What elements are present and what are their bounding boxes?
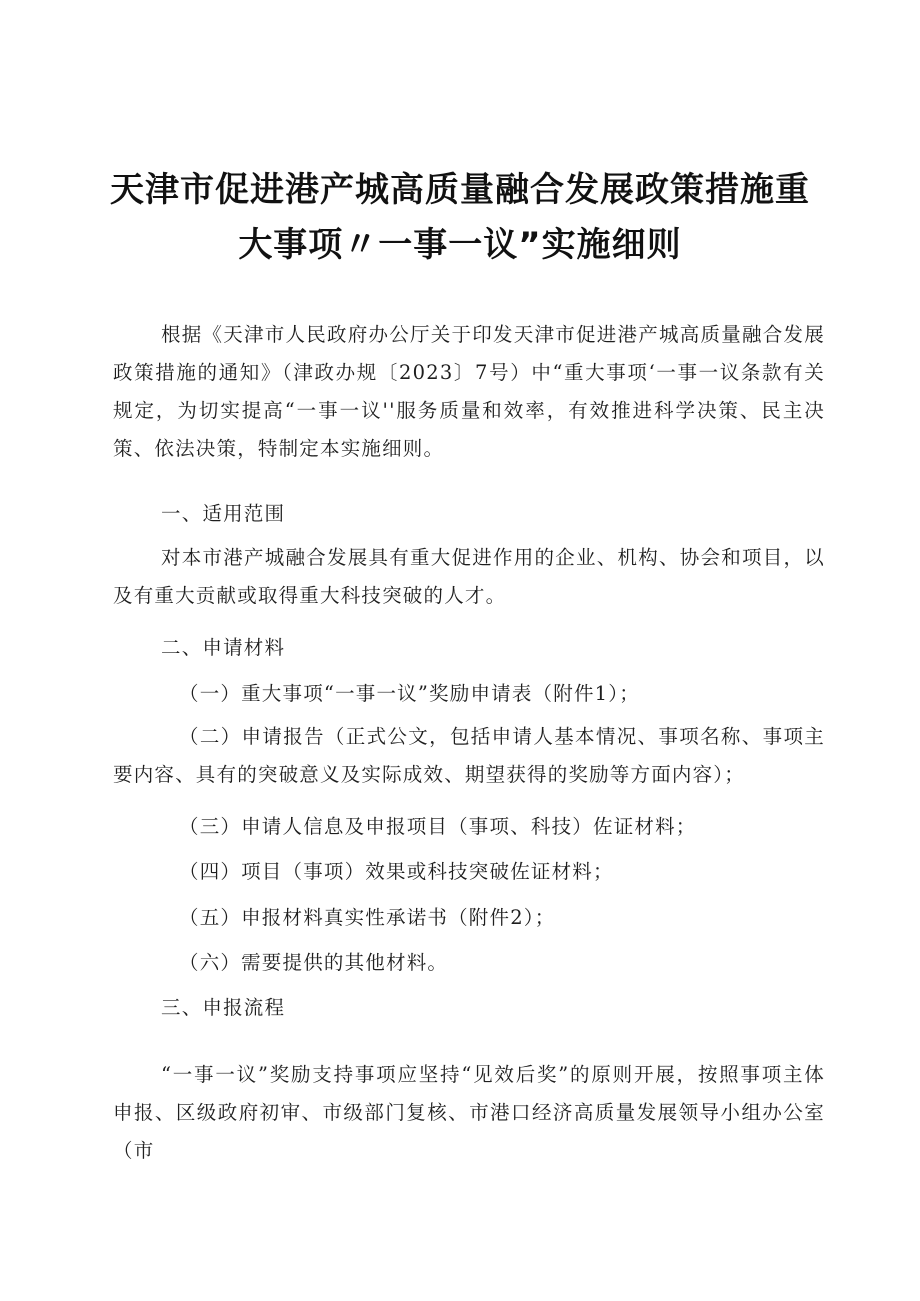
intro-paragraph: 根据《天津市人民政府办公厅关于印发天津市促进港产城高质量融合发展政策措施的通知》（津政办规〔2023〕7号）中“重大事项‘一事一议条款有关规定，为切实提高“一事一议''服务质量和效率，有效推进科学决策、民主决策、依法决策，特制定本实施细则。 [113,323,825,460]
scope-paragraph: 对本市港产城融合发展具有重大促进作用的企业、机构、协会和项目，以及有重大贡献或取得重大科技突破的人才。 [113,546,825,607]
section-heading-materials: 二、申请材料 [161,636,286,659]
materials-list-item: （二）申请报告（正式公文，包括申请人基本情况、事项名称、事项主要内容、具有的突破意义及实际成效、期望获得的奖励等方面内容）； [113,725,825,786]
section-heading-scope: 一、适用范围 [161,502,286,525]
materials-list-item: （五）申报材料真实性承诺书（附件2）； [179,906,556,929]
process-paragraph: “一事一议”奖励支持事项应坚持“见效后奖”的原则开展，按照事项主体申报、区级政府初审、市级部门复核、市港口经济高质量发展领导小组办公室（市 [113,1063,825,1162]
section-heading-process: 三、申报流程 [161,996,286,1019]
document-title-line-1: 天津市促进港产城高质量融合发展政策措施重 [110,170,810,210]
materials-list-item: （三）申请人信息及申报项目（事项、科技）佐证材料； [179,815,697,838]
document-title-line-2: 大事项〃一事一议”实施细则 [238,225,682,265]
materials-list-item: （六）需要提供的其他材料。 [179,951,449,974]
materials-list-item: （一）重大事项“一事一议”奖励申请表（附件1）； [179,682,640,705]
materials-list-item: （四）项目（事项）效果或科技突破佐证材料； [179,860,614,883]
